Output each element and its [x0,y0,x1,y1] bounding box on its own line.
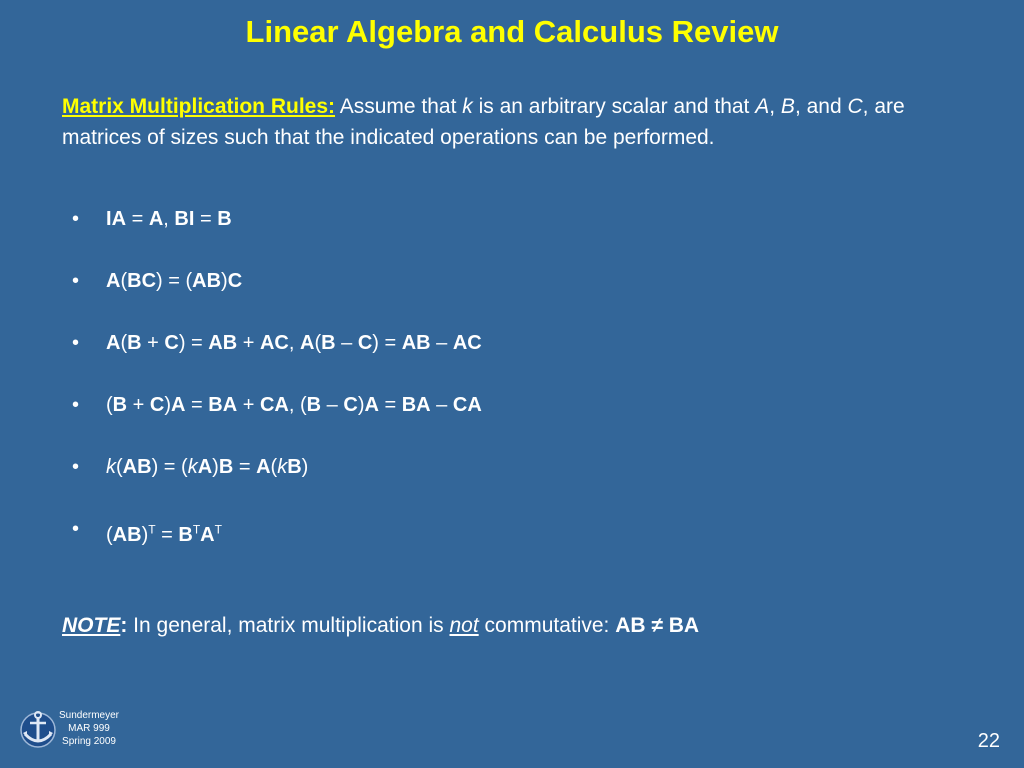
intro-text-4: , are matrices of sizes such that the indicated operations can be performed. [62,95,905,149]
rule-scalar: k(AB) = (kA)B = A(kB) [106,456,309,478]
section-heading-colon: : [328,95,336,118]
rules-list [72,204,482,576]
rule-transpose: $(AB)^T = B^TA^T$ [106,522,222,546]
scalar-k: k [462,95,473,118]
rule-item [72,452,482,514]
bullet: • [72,456,80,478]
rule-item [72,514,482,576]
bullet: • [72,270,80,292]
matrix-c: C [847,95,863,118]
footer-course: MAR 999 [68,723,110,734]
slide-title: Linear Algebra and Calculus Review [245,14,779,49]
note-text-2: commutative: [478,614,616,637]
bullet: • [72,208,80,230]
note-label: NOTE [62,614,121,637]
note-text-1: In general, matrix multiplication is [127,614,450,637]
intro-text-2: is an arbitrary scalar and that [472,95,756,118]
bullet: • [72,518,80,540]
note-colon: : [120,614,128,637]
footer-author: Sundermeyer [58,710,120,721]
rule-item [72,266,482,328]
rule-identity: IA = A, BI = B [106,208,232,230]
section-heading: Matrix Multiplication Rules [62,95,329,118]
note-paragraph [62,614,699,638]
rule-item [72,390,482,452]
matrix-b: B [780,95,795,118]
intro-text-1: Assume that [335,95,463,118]
page-number: 22 [977,730,1000,752]
intro-comma: , [769,95,781,118]
footer-credits [52,709,126,748]
intro-text-3: , and [794,95,848,118]
rule-item [72,204,482,266]
note-formula: AB ≠ BA [615,614,700,637]
intro-paragraph [62,91,982,153]
footer-term: Spring 2009 [62,736,116,747]
note-emphasis: not [449,614,479,637]
bullet: • [72,394,80,416]
rule-associative: A(BC) = (AB)C [106,270,243,292]
rule-left-distributive: A(B + C) = AB + AC, A(B – C) = AB – AC [106,332,482,354]
rule-right-distributive: (B + C)A = BA + CA, (B – C)A = BA – CA [106,394,482,416]
bullet: • [72,332,80,354]
rule-item [72,328,482,390]
matrix-a: A [755,95,770,118]
